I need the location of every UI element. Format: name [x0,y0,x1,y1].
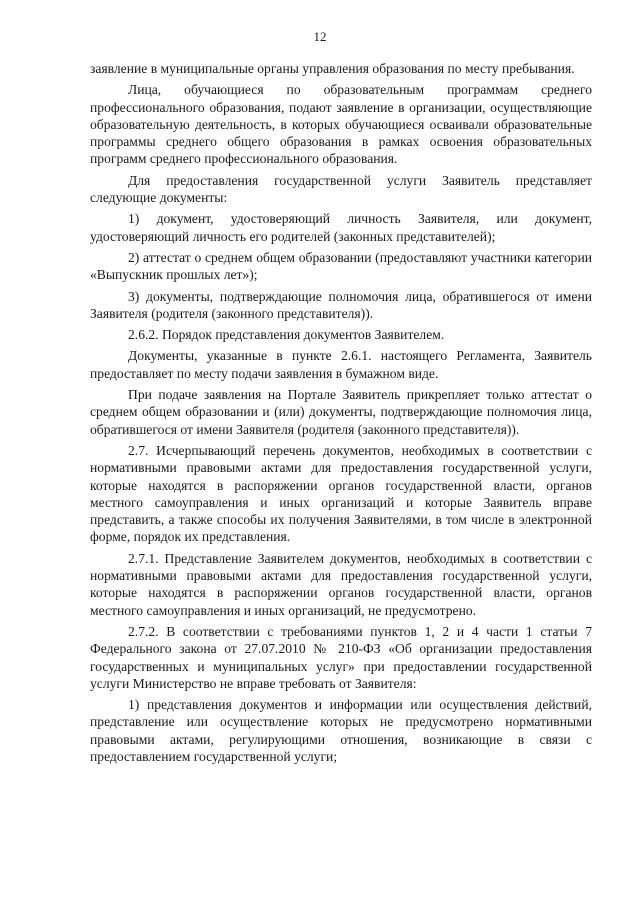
section-heading-2-6-2: 2.6.2. Порядок представления документов Заявителем. [128,327,445,343]
paragraph-portal-submission: При подаче заявления на Портале Заявитель прикрепляет только аттестат о среднем общем образовании и (или) документы, подтверждающие полномочия лица, обратившегося от имени Заявителя (родителя (законного представителя)). [90,387,592,437]
paragraph-documents-intro: Для предоставления государственной услуги Заявитель представляет следующие документы: [90,172,592,206]
section-2-7: 2.7. Исчерпывающий перечень документов, необходимых в соответствии с нормативными правовыми актами для предоставления государственной услуги, которые находятся в распоряжении органов государственной власти, органов местного самоуправления и иных организаций и которые Заявитель вправе представить, а также способы их получения Заявителями, в том числе в электронной форме, порядок их представления. [90,442,592,545]
list-item-prohibited-requirement: 1) представления документов и информации или осуществления действий, представление или осуществление которых не предусмотрено нормативными правовыми актами, регулирующими отношения, возникающие в связи с предоставлением государственной услуги; [90,697,592,764]
paragraph-spo-students: Лица, обучающиеся по образовательным программам среднего профессионального образования, подают заявление в организации, осуществляющие образовательную деятельность, в которых обучающиеся осваивали образовательные программы среднего общего образования в рамках освоения образовательных программ среднего профессионального образования. [90,82,592,167]
section-2-7-2: 2.7.2. В соответствии с требованиями пунктов 1, 2 и 4 части 1 статьи 7 Федерального закона от 27.07.2010 № 210-ФЗ «Об организации предоставления государственных и муниципальных услуг» при предоставлении государственной услуги Министерство не вправе требовать от Заявителя: [90,623,592,691]
section-2-7-1: 2.7.1. Представление Заявителем документов, необходимых в соответствии с нормативными правовыми актами для предоставления государственной услуги, которые находятся в распоряжении органов государственной власти, органов местного самоуправления и иных организаций, не предусмотрено. [90,550,592,618]
page-number: 12 [313,29,327,44]
list-item-certificate: 2) аттестат о среднем общем образовании (предоставляют участники категории «Выпускник прошлых лет»); [90,249,592,283]
list-item-authority-documents: 3) документы, подтверждающие полномочия лица, обратившегося от имени Заявителя (родителя (законного представителя)). [90,288,592,321]
document-body [90,60,592,765]
paragraph-paper-submission: Документы, указанные в пункте 2.6.1. настоящего Регламента, Заявитель предоставляет по месту подачи заявления в бумажном виде. [90,348,592,381]
list-item-identity-document: 1) документ, удостоверяющий личность Заявителя, или документ, удостоверяющий личность его родителей (законных представителей); [90,211,592,244]
paragraph-continuation: заявление в муниципальные органы управления образования по месту пребывания. [90,61,575,76]
